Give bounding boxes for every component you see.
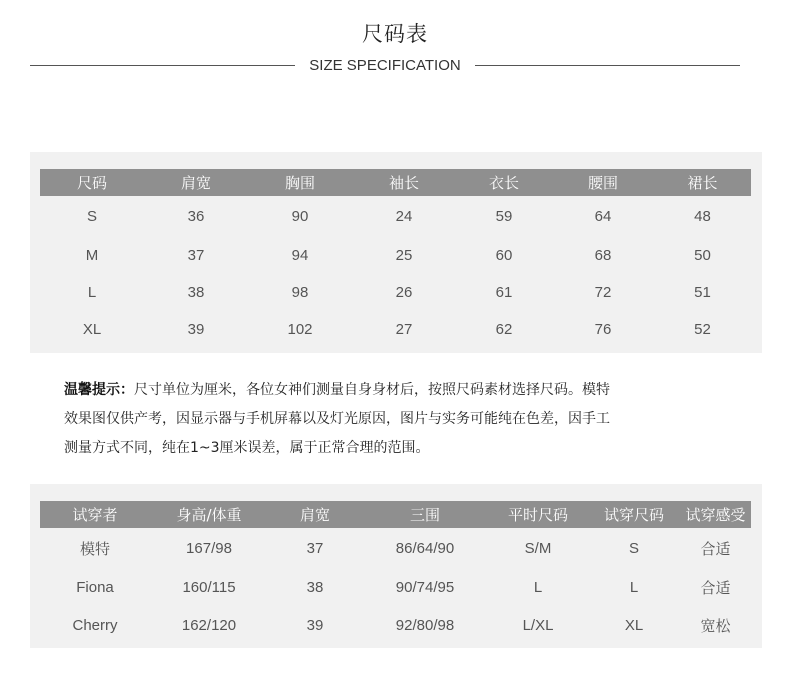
table-cell: 94 (291, 247, 309, 264)
column-header: 肩宽 (268, 501, 362, 528)
table-cell: 98 (291, 284, 309, 301)
table-cell: 38 (306, 578, 324, 596)
page-subtitle: SIZE SPECIFICATION (309, 56, 461, 74)
table-cell: 76 (594, 321, 612, 338)
table-cell: 25 (395, 247, 413, 264)
page-header (0, 0, 790, 90)
notice-line-2: 效果图仅供产考，因显示器与手机屏幕以及灯光原因，图片与实务可能纯在色差，因手工 (64, 411, 610, 427)
table-cell: 48 (694, 208, 711, 225)
table-row (40, 237, 751, 274)
table-cell: L/XL (522, 616, 554, 634)
table-cell: 36 (187, 208, 205, 225)
table-cell: S (86, 208, 97, 225)
table-cell: XL (624, 616, 644, 634)
table-row (40, 568, 751, 606)
divider-left (30, 65, 295, 66)
table-row (40, 274, 751, 311)
table-row (40, 606, 751, 644)
table-cell: 模特 (79, 540, 110, 558)
column-header: 尺码 (40, 169, 144, 196)
table-cell: S (628, 539, 639, 557)
size-header-row (40, 169, 751, 196)
table-cell: 52 (694, 321, 711, 338)
column-header: 衣长 (456, 169, 552, 196)
notice-text: 尺寸单位为厘米，各位女神们测量自身身材后，按照尺码素材选择尺码。模特 (134, 382, 610, 398)
table-cell: 92/80/98 (395, 616, 455, 634)
column-header: 肩宽 (144, 169, 248, 196)
column-header: 试穿感受 (680, 501, 751, 528)
table-cell: 102 (287, 321, 313, 338)
table-cell: 59 (495, 208, 513, 225)
column-header: 裙长 (654, 169, 751, 196)
column-header: 身高/体重 (150, 501, 268, 528)
column-header: 腰围 (552, 169, 654, 196)
column-header: 三围 (362, 501, 488, 528)
table-cell: 24 (395, 208, 413, 225)
table-cell: 167/98 (186, 539, 232, 557)
table-cell: 90 (291, 208, 309, 225)
page-title: 尺码表 (362, 22, 428, 46)
table-cell: 38 (187, 284, 205, 301)
table-cell: L (87, 284, 97, 301)
notice-label: 温馨提示： (64, 382, 134, 398)
column-header: 平时尺码 (488, 501, 588, 528)
table-cell: 72 (594, 284, 612, 301)
table-cell: 162/120 (181, 616, 237, 634)
table-cell: L (533, 578, 543, 596)
table-cell: S/M (524, 539, 552, 557)
table-cell: 160/115 (182, 578, 236, 596)
table-cell: XL (82, 321, 102, 338)
table-row (40, 196, 751, 237)
table-cell: 64 (594, 208, 612, 225)
table-cell: 86/64/90 (395, 539, 455, 557)
column-header: 试穿者 (40, 501, 150, 528)
trial-fit-panel (30, 484, 762, 648)
table-row (40, 311, 751, 348)
table-cell: 60 (495, 247, 513, 264)
table-cell: 27 (395, 321, 413, 338)
table-cell: 37 (306, 539, 324, 557)
size-chart-panel (30, 152, 762, 353)
table-cell: 68 (594, 247, 612, 264)
table-cell: 39 (306, 616, 324, 634)
table-cell: Cherry (72, 616, 118, 634)
trial-header-row (40, 501, 751, 528)
column-header: 试穿尺码 (588, 501, 680, 528)
column-header: 袖长 (352, 169, 456, 196)
table-cell: 50 (694, 247, 711, 264)
divider-right (475, 65, 740, 66)
table-cell: 宽松 (700, 617, 731, 635)
table-cell: L (629, 578, 639, 596)
table-cell: M (85, 247, 99, 264)
table-cell: 37 (187, 247, 205, 264)
table-cell: 39 (187, 321, 205, 338)
table-cell: 合适 (700, 540, 731, 558)
column-header: 胸围 (248, 169, 352, 196)
size-chart-table (40, 169, 751, 348)
subtitle-row (30, 54, 740, 76)
table-cell: 51 (694, 284, 711, 301)
table-cell: 26 (395, 284, 413, 301)
table-cell: 90/74/95 (395, 578, 455, 596)
notice-line-3: 测量方式不同，纯在1~3厘米误差，属于正常合理的范围。 (64, 440, 430, 456)
size-notice (64, 376, 744, 463)
table-row (40, 528, 751, 568)
trial-fit-table (40, 501, 751, 644)
table-cell: 62 (495, 321, 513, 338)
table-cell: 合适 (700, 579, 731, 597)
notice-line-1 (64, 376, 744, 405)
table-cell: Fiona (76, 578, 114, 596)
table-cell: 61 (495, 284, 513, 301)
